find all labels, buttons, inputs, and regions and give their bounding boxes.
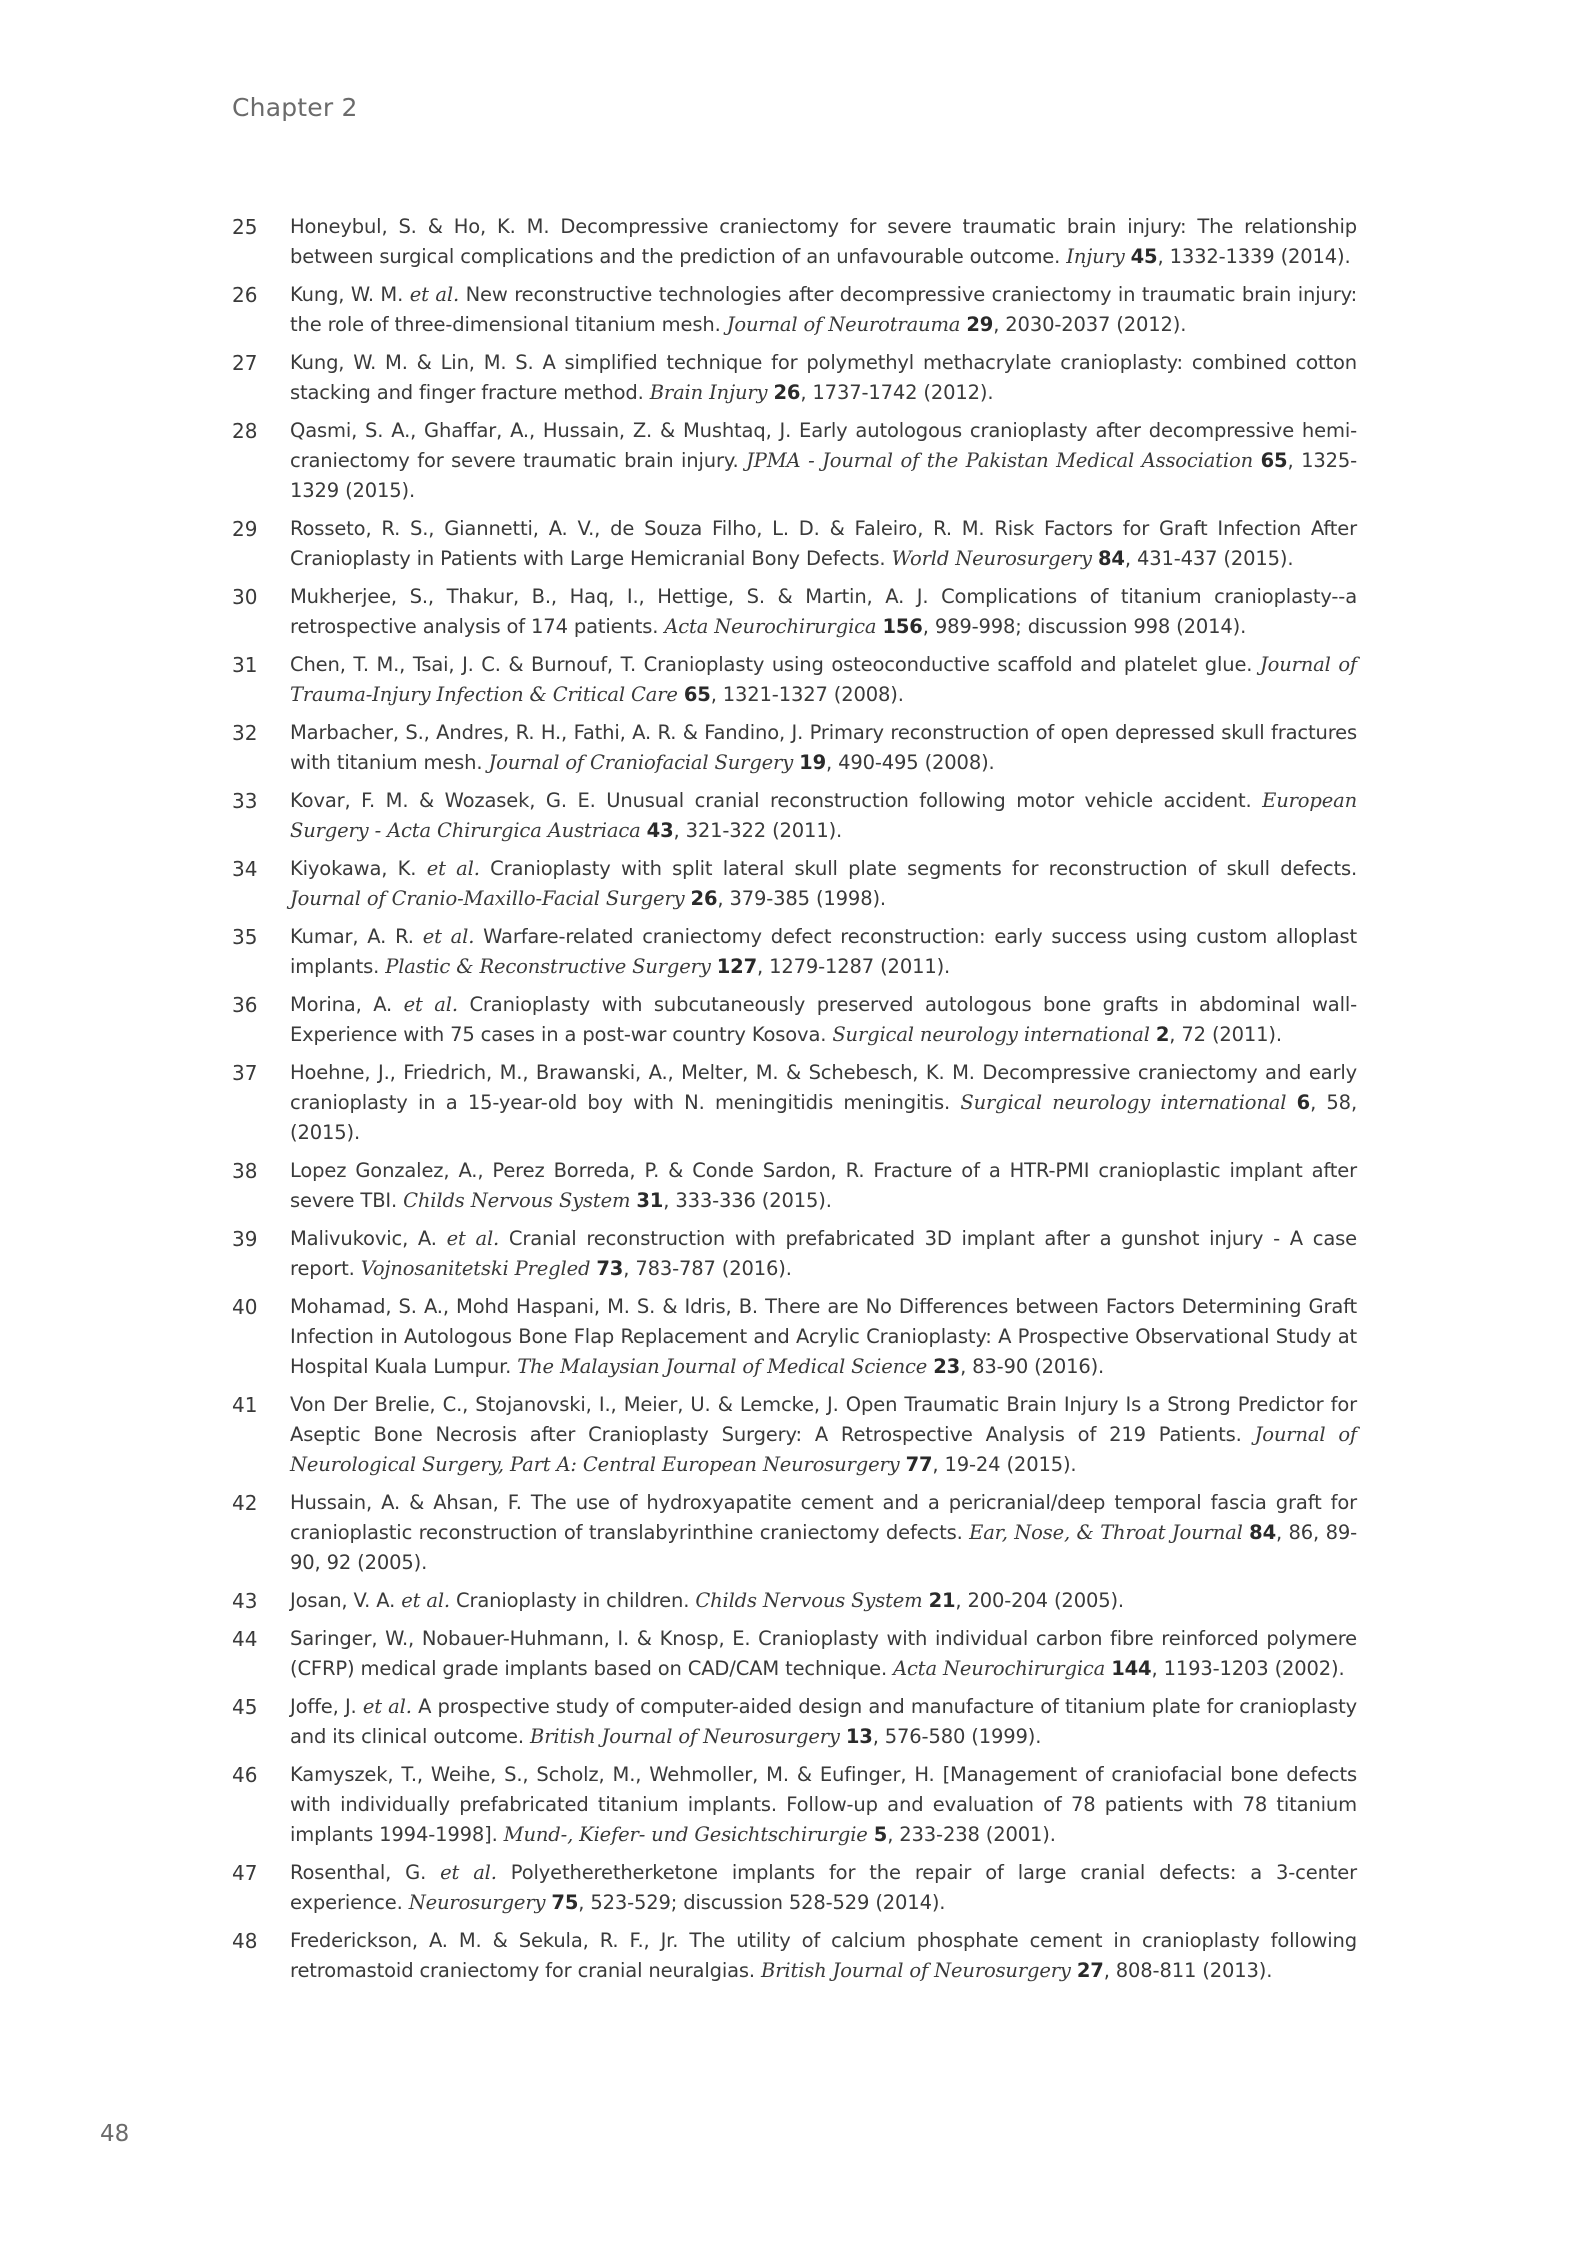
reference-text-run: , 333-336 (2015). — [663, 1189, 832, 1212]
reference-volume: 65 — [683, 683, 711, 706]
reference-italic-text: Journal of Trauma-Injury Infection & Critical Care — [290, 653, 1357, 706]
reference-text-run: Saringer, W., Nobauer-Huhmann, I. & Knosp, E. Cranioplasty with individual carbon fibre reinforced polymere (CFRP) medical grade implants based on CAD/CAM technique. — [290, 1627, 1357, 1680]
reference-volume: 27 — [1076, 1959, 1104, 1982]
reference-text-run: Mukherjee, S., Thakur, B., Haq, I., Hettige, S. & Martin, A. J. Complications of titanium cranioplasty--a retrospective analysis of 174 patients. — [290, 585, 1357, 638]
reference-text-run: Josan, V. A. — [290, 1589, 402, 1612]
reference-italic-text: et al. — [422, 925, 475, 948]
reference-number: 30 — [232, 585, 258, 609]
reference-text — [290, 582, 1357, 642]
reference-italic-text: British Journal of Neurosurgery — [530, 1725, 840, 1748]
reference-text-run: , 1325-1329 (2015). — [290, 449, 1357, 502]
reference-text — [290, 416, 1357, 506]
reference-volume: 29 — [966, 313, 994, 336]
reference-item — [232, 1390, 1357, 1480]
reference-text — [290, 1760, 1357, 1850]
reference-item — [232, 1488, 1357, 1578]
reference-text-run: Frederickson, A. M. & Sekula, R. F., Jr. The utility of calcium phosphate cement in cranioplasty following retromastoid craniectomy for cranial neuralgias. — [290, 1929, 1357, 1982]
reference-item — [232, 514, 1357, 574]
reference-volume: 26 — [773, 381, 801, 404]
reference-item — [232, 1858, 1357, 1918]
reference-volume: 5 — [873, 1823, 888, 1846]
reference-text — [290, 786, 1357, 846]
reference-italic-text: et al. — [440, 1861, 497, 1884]
reference-text-run: , 989-998; discussion 998 (2014). — [922, 615, 1247, 638]
reference-volume: 6 — [1296, 1091, 1311, 1114]
reference-italic-text: et al. — [409, 283, 459, 306]
reference-text-run: , 19-24 (2015). — [932, 1453, 1077, 1476]
reference-text-run: , 808-811 (2013). — [1103, 1959, 1273, 1982]
reference-italic-text: Acta Neurochirurgica — [664, 615, 877, 638]
reference-text-run: Mohamad, S. A., Mohd Haspani, M. S. & Idris, B. There are No Differences between Factors Determining Graft Infection in Autologous Bone Flap Replacement and Acrylic Cranioplasty: A Prospective Observational Study at Hospital Kuala Lumpur. — [290, 1295, 1357, 1378]
reference-italic-text: Childs Nervous System — [695, 1589, 923, 1612]
reference-text — [290, 514, 1357, 574]
reference-text-run: Rosenthal, G. — [290, 1861, 441, 1884]
reference-italic-text: Childs Nervous System — [403, 1189, 631, 1212]
reference-italic-text: Vojnosanitetski Pregled — [360, 1257, 591, 1280]
reference-number: 43 — [232, 1589, 258, 1613]
reference-italic-text: Surgical neurology international — [832, 1023, 1150, 1046]
reference-item — [232, 1926, 1357, 1986]
reference-italic-text: et al. — [362, 1695, 412, 1718]
reference-text-run — [1286, 1091, 1296, 1114]
reference-volume: 26 — [690, 887, 718, 910]
reference-number: 27 — [232, 351, 258, 375]
reference-text — [290, 1624, 1357, 1684]
reference-text-run: , 1279-1287 (2011). — [757, 955, 951, 978]
reference-volume: 19 — [799, 751, 827, 774]
reference-item — [232, 1058, 1357, 1148]
reference-volume: 156 — [882, 615, 923, 638]
reference-volume: 77 — [905, 1453, 933, 1476]
reference-text-run — [1253, 449, 1261, 472]
reference-text — [290, 1858, 1357, 1918]
reference-text-run: Honeybul, S. & Ho, K. M. Decompressive craniectomy for severe traumatic brain injury: The relationship between surgical complications and the prediction of an unfavourable outcome. — [290, 215, 1357, 268]
reference-text-run: Warfare-related craniectomy defect reconstruction: early success using custom alloplast implants. — [290, 925, 1357, 978]
reference-text — [290, 990, 1357, 1050]
reference-text — [290, 1586, 1357, 1616]
reference-text-run: Kumar, A. R. — [290, 925, 423, 948]
reference-text-run: , 58, (2015). — [290, 1091, 1357, 1144]
reference-item — [232, 348, 1357, 408]
reference-italic-text: The Malaysian Journal of Medical Science — [517, 1355, 928, 1378]
reference-text-run: Malivukovic, A. — [290, 1227, 447, 1250]
reference-text-run: , 431-437 (2015). — [1124, 547, 1294, 570]
reference-number: 38 — [232, 1159, 258, 1183]
reference-text — [290, 1390, 1357, 1480]
reference-item — [232, 416, 1357, 506]
reference-text — [290, 1692, 1357, 1752]
reference-text-run: , 2030-2037 (2012). — [993, 313, 1187, 336]
reference-text-run: Cranioplasty with subcutaneously preserved autologous bone grafts in abdominal wall-Experience with 75 cases in a post-war country Kosova. — [290, 993, 1358, 1046]
reference-italic-text: Injury — [1066, 245, 1125, 268]
reference-number: 41 — [232, 1393, 258, 1417]
reference-text-run: Cranial reconstruction with prefabricated 3D implant after a gunshot injury - A case report. — [290, 1227, 1357, 1280]
reference-italic-text: Surgical neurology international — [960, 1091, 1287, 1114]
reference-text — [290, 1156, 1357, 1216]
reference-text-run: Polyetheretherketone implants for the repair of large cranial defects: a 3-center experience. — [290, 1861, 1357, 1914]
reference-text — [290, 280, 1357, 340]
reference-item — [232, 990, 1357, 1050]
reference-text — [290, 212, 1357, 272]
reference-text — [290, 1292, 1357, 1382]
reference-number: 31 — [232, 653, 258, 677]
reference-text-run: Kiyokawa, K. — [290, 857, 427, 880]
reference-item — [232, 786, 1357, 846]
reference-italic-text: et al. — [403, 993, 458, 1016]
reference-italic-text: Journal of Cranio-Maxillo-Facial Surgery — [290, 887, 685, 910]
reference-text-run: Hoehne, J., Friedrich, M., Brawanski, A., Melter, M. & Schebesch, K. M. Decompressive craniectomy and early cranioplasty in a 15-year-old boy with N. meningitidis meningitis. — [290, 1061, 1357, 1114]
reference-italic-text: Journal of Neurotrauma — [726, 313, 961, 336]
reference-text-run: , 1193-1203 (2002). — [1151, 1657, 1345, 1680]
reference-item — [232, 1586, 1357, 1616]
reference-text-run: Morina, A. — [290, 993, 404, 1016]
reference-item — [232, 582, 1357, 642]
reference-italic-text: Plastic & Reconstructive Surgery — [385, 955, 711, 978]
reference-item — [232, 718, 1357, 778]
running-header: Chapter 2 — [232, 93, 358, 122]
reference-number: 46 — [232, 1763, 258, 1787]
reference-item — [232, 212, 1357, 272]
reference-text-run: , 1332-1339 (2014). — [1157, 245, 1351, 268]
reference-text-run: Kovar, F. M. & Wozasek, G. E. Unusual cranial reconstruction following motor vehicle accident. — [290, 789, 1263, 812]
reference-volume: 45 — [1130, 245, 1158, 268]
reference-number: 48 — [232, 1929, 258, 1953]
reference-number: 44 — [232, 1627, 258, 1651]
reference-number: 42 — [232, 1491, 258, 1515]
reference-volume: 23 — [933, 1355, 961, 1378]
reference-text-run: , 321-322 (2011). — [673, 819, 843, 842]
reference-number: 35 — [232, 925, 258, 949]
reference-number: 32 — [232, 721, 258, 745]
reference-text-run: , 233-238 (2001). — [887, 1823, 1056, 1846]
reference-text-run: Cranioplasty with split lateral skull plate segments for reconstruction of skull defects. — [479, 857, 1358, 880]
reference-number: 28 — [232, 419, 258, 443]
reference-text-run: Kamyszek, T., Weihe, S., Scholz, M., Wehmoller, M. & Eufinger, H. [Management of craniofacial bone defects with individually prefabricated titanium implants. Follow-up and evaluation of 78 patients with 78 titanium implants 1994-1998]. — [290, 1763, 1357, 1846]
reference-volume: 127 — [716, 955, 758, 978]
reference-volume: 84 — [1249, 1521, 1276, 1544]
reference-text-run: Marbacher, S., Andres, R. H., Fathi, A. R. & Fandino, J. Primary reconstruction of open depressed skull fractures with titanium mesh. — [290, 721, 1357, 774]
reference-number: 47 — [232, 1861, 258, 1885]
reference-number: 45 — [232, 1695, 258, 1719]
reference-volume: 31 — [636, 1189, 664, 1212]
reference-text-run: Cranioplasty in children. — [449, 1589, 696, 1612]
page-number: 48 — [100, 2121, 130, 2147]
reference-text-run: , 83-90 (2016). — [960, 1355, 1105, 1378]
reference-volume: 2 — [1155, 1023, 1170, 1046]
reference-italic-text: et al. — [401, 1589, 450, 1612]
reference-text — [290, 1058, 1357, 1148]
reference-italic-text: JPMA - Journal of the Pakistan Medical Association — [746, 449, 1254, 472]
reference-italic-text: Neurosurgery — [408, 1891, 546, 1914]
reference-volume: 21 — [928, 1589, 956, 1612]
reference-text-run: , 379-385 (1998). — [717, 887, 886, 910]
reference-volume: 73 — [596, 1257, 624, 1280]
reference-text-run: Kung, W. M. — [290, 283, 410, 306]
reference-item — [232, 1156, 1357, 1216]
reference-item — [232, 1760, 1357, 1850]
reference-number: 36 — [232, 993, 258, 1017]
reference-text-run: Qasmi, S. A., Ghaffar, A., Hussain, Z. & Mushtaq, J. Early autologous cranioplasty after decompressive hemi-craniectomy for severe traumatic brain injury. — [290, 419, 1357, 472]
reference-text-run: , 490-495 (2008). — [826, 751, 995, 774]
reference-number: 39 — [232, 1227, 258, 1251]
reference-text — [290, 348, 1357, 408]
reference-item — [232, 280, 1357, 340]
reference-volume: 65 — [1260, 449, 1288, 472]
reference-text-run: , 1321-1327 (2008). — [710, 683, 904, 706]
reference-text — [290, 1224, 1357, 1284]
reference-number: 40 — [232, 1295, 258, 1319]
reference-italic-text: Journal of Neurological Surgery, Part A: Central European Neurosurgery — [290, 1423, 1357, 1476]
reference-text-run: , 576-580 (1999). — [872, 1725, 1042, 1748]
reference-italic-text: Mund-, Kiefer- und Gesichtschirurgie — [503, 1823, 868, 1846]
reference-number: 33 — [232, 789, 258, 813]
reference-text — [290, 1488, 1357, 1578]
reference-text-run: Hussain, A. & Ahsan, F. The use of hydroxyapatite cement and a pericranial/deep temporal fascia graft for cranioplastic reconstruction of translabyrinthine craniectomy defects. — [290, 1491, 1357, 1544]
reference-volume: 144 — [1111, 1657, 1152, 1680]
reference-text-run: , 200-204 (2005). — [955, 1589, 1124, 1612]
reference-italic-text: World Neurosurgery — [891, 547, 1092, 570]
reference-text-run: Joffe, J. — [290, 1695, 363, 1718]
reference-item — [232, 1624, 1357, 1684]
reference-item — [232, 650, 1357, 710]
reference-volume: 43 — [646, 819, 674, 842]
reference-text-run: New reconstructive technologies after decompressive craniectomy in traumatic brain injury: the role of three-dimensional titanium mesh. — [290, 283, 1358, 336]
reference-italic-text: et al. — [446, 1227, 500, 1250]
reference-italic-text: Brain Injury — [649, 381, 768, 404]
reference-text-run: , 523-529; discussion 528-529 (2014). — [578, 1891, 946, 1914]
reference-text-run: A prospective study of computer-aided design and manufacture of titanium plate for cranioplasty and its clinical outcome. — [290, 1695, 1357, 1748]
reference-volume: 75 — [551, 1891, 579, 1914]
reference-volume: 84 — [1098, 547, 1125, 570]
reference-number: 29 — [232, 517, 258, 541]
reference-item — [232, 1224, 1357, 1284]
reference-item — [232, 1692, 1357, 1752]
reference-text-run: , 86, 89-90, 92 (2005). — [290, 1521, 1357, 1574]
reference-italic-text: European Surgery - Acta Chirurgica Austriaca — [290, 789, 1357, 842]
reference-text-run: Chen, T. M., Tsai, J. C. & Burnouf, T. Cranioplasty using osteoconductive scaffold and platelet glue. — [290, 653, 1260, 676]
reference-text-run: , 1737-1742 (2012). — [800, 381, 994, 404]
reference-item — [232, 854, 1357, 914]
reference-text — [290, 922, 1357, 982]
reference-number: 37 — [232, 1061, 258, 1085]
reference-text-run: Rosseto, R. S., Giannetti, A. V., de Souza Filho, L. D. & Faleiro, R. M. Risk Factors for Graft Infection After Cranioplasty in Patients with Large Hemicranial Bony Defects. — [290, 517, 1357, 570]
reference-text-run: Lopez Gonzalez, A., Perez Borreda, P. & Conde Sardon, R. Fracture of a HTR-PMI cranioplastic implant after severe TBI. — [290, 1159, 1357, 1212]
reference-text-run: Kung, W. M. & Lin, M. S. A simplified technique for polymethyl methacrylate cranioplasty: combined cotton stacking and finger fracture method. — [290, 351, 1357, 404]
reference-italic-text: Journal of Craniofacial Surgery — [488, 751, 794, 774]
reference-volume: 13 — [845, 1725, 873, 1748]
reference-italic-text: British Journal of Neurosurgery — [761, 1959, 1071, 1982]
reference-text-run: , 783-787 (2016). — [623, 1257, 792, 1280]
reference-italic-text: et al. — [426, 857, 480, 880]
reference-italic-text: Acta Neurochirurgica — [893, 1657, 1106, 1680]
reference-text — [290, 854, 1357, 914]
reference-list — [232, 212, 1357, 1994]
reference-text-run: Von Der Brelie, C., Stojanovski, I., Meier, U. & Lemcke, J. Open Traumatic Brain Injury Is a Strong Predictor for Aseptic Bone Necrosis after Cranioplasty Surgery: A Retrospective Analysis of 219 Patients. — [290, 1393, 1357, 1446]
reference-number: 34 — [232, 857, 258, 881]
reference-item — [232, 1292, 1357, 1382]
reference-text — [290, 718, 1357, 778]
reference-number: 25 — [232, 215, 258, 239]
reference-number: 26 — [232, 283, 258, 307]
reference-italic-text: Ear, Nose, & Throat Journal — [969, 1521, 1243, 1544]
reference-text — [290, 1926, 1357, 1986]
reference-text — [290, 650, 1357, 710]
reference-text-run: , 72 (2011). — [1169, 1023, 1282, 1046]
reference-item — [232, 922, 1357, 982]
